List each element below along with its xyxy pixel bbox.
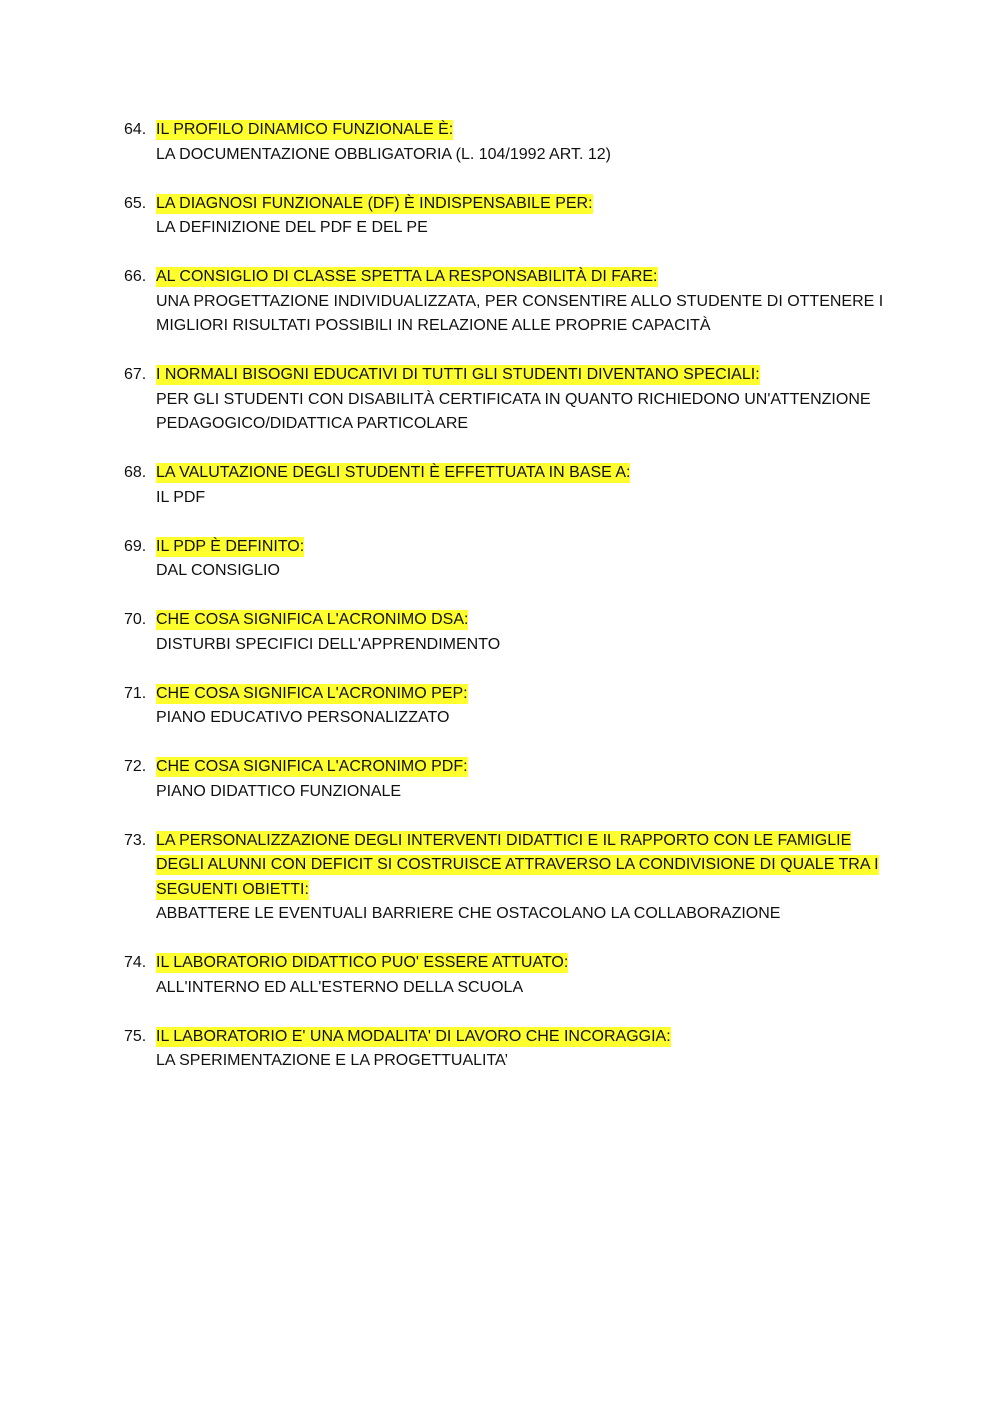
qa-item-66 bbox=[124, 265, 884, 339]
question-number: 66. bbox=[124, 268, 147, 285]
qa-item-71 bbox=[124, 682, 884, 731]
answer-text: ABBATTERE LE EVENTUALI BARRIERE CHE OSTACOLANO LA COLLABORAZIONE bbox=[156, 905, 781, 922]
qa-body bbox=[156, 1025, 884, 1074]
question-number: 67. bbox=[124, 366, 147, 383]
qa-body bbox=[156, 461, 884, 510]
question-number: 73. bbox=[124, 831, 147, 849]
highlighted-question: IL PROFILO DINAMICO FUNZIONALE È: bbox=[156, 121, 454, 138]
answer-text: PER GLI STUDENTI CON DISABILITÀ CERTIFICATA IN QUANTO RICHIEDONO UN'ATTENZIONE PEDAGOGICO/DIDATTICA PARTICOLARE bbox=[156, 390, 871, 432]
answer-text: PIANO EDUCATIVO PERSONALIZZATO bbox=[156, 709, 450, 726]
qa-body bbox=[156, 535, 884, 584]
answer-text: ALL'INTERNO ED ALL'ESTERNO DELLA SCUOLA bbox=[156, 978, 524, 996]
answer-text: UNA PROGETTAZIONE INDIVIDUALIZZATA, PER CONSENTIRE ALLO STUDENTE DI OTTENERE I MIGLIORI RISULTATI POSSIBILI IN RELAZIONE ALLE PROPRIE CAPACITÀ bbox=[156, 292, 884, 334]
qa-body bbox=[156, 118, 884, 167]
qa-body bbox=[156, 265, 884, 339]
question-number: 74. bbox=[124, 954, 147, 971]
answer-text: DISTURBI SPECIFICI DELL'APPRENDIMENTO bbox=[156, 635, 501, 653]
highlighted-question: CHE COSA SIGNIFICA L'ACRONIMO PDF: bbox=[156, 758, 468, 775]
highlighted-question: IL LABORATORIO DIDATTICO PUO' ESSERE ATTUATO: bbox=[156, 954, 569, 971]
answer-text: LA DOCUMENTAZIONE OBBLIGATORIA (L. 104/1992 ART. 12) bbox=[156, 145, 611, 163]
qa-item-64 bbox=[124, 118, 884, 167]
question-number: 71. bbox=[124, 684, 147, 702]
answer-text: DAL CONSIGLIO bbox=[156, 562, 280, 579]
highlighted-question: LA PERSONALIZZAZIONE DEGLI INTERVENTI DIDATTICI E IL RAPPORTO CON LE FAMIGLIE DEGLI ALUNNI CON DEFICIT SI COSTRUISCE ATTRAVERSO LA CONDIVISIONE DI QUALE TRA I SEGUENTI OBIETTI: bbox=[156, 831, 879, 898]
question-number: 72. bbox=[124, 758, 147, 775]
qa-item-67 bbox=[124, 363, 884, 437]
qa-body bbox=[156, 192, 884, 241]
highlighted-question: AL CONSIGLIO DI CLASSE SPETTA LA RESPONSABILITÀ DI FARE: bbox=[156, 268, 658, 285]
highlighted-question: I NORMALI BISOGNI EDUCATIVI DI TUTTI GLI STUDENTI DIVENTANO SPECIALI: bbox=[156, 366, 760, 383]
answer-text: LA DEFINIZIONE DEL PDF E DEL PE bbox=[156, 219, 428, 236]
answer-text: LA SPERIMENTAZIONE E LA PROGETTUALITA’ bbox=[156, 1052, 509, 1069]
question-answer-list bbox=[124, 118, 884, 1098]
qa-item-69 bbox=[124, 535, 884, 584]
highlighted-question: LA VALUTAZIONE DEGLI STUDENTI È EFFETTUATA IN BASE A: bbox=[156, 464, 631, 481]
answer-text: IL PDF bbox=[156, 488, 206, 506]
qa-body bbox=[156, 608, 884, 657]
question-number: 64. bbox=[124, 121, 147, 138]
qa-item-74 bbox=[124, 951, 884, 1000]
qa-item-72 bbox=[124, 755, 884, 804]
question-number: 75. bbox=[124, 1027, 147, 1045]
question-number: 70. bbox=[124, 611, 147, 628]
qa-item-73 bbox=[124, 829, 884, 927]
qa-item-65 bbox=[124, 192, 884, 241]
qa-body bbox=[156, 363, 884, 437]
answer-text: PIANO DIDATTICO FUNZIONALE bbox=[156, 782, 402, 800]
highlighted-question: IL LABORATORIO E' UNA MODALITA' DI LAVORO CHE INCORAGGIA: bbox=[156, 1027, 671, 1045]
question-number: 69. bbox=[124, 537, 147, 555]
question-number: 68. bbox=[124, 464, 147, 481]
qa-item-75 bbox=[124, 1025, 884, 1074]
qa-body bbox=[156, 951, 884, 1000]
highlighted-question: CHE COSA SIGNIFICA L'ACRONIMO DSA: bbox=[156, 611, 469, 628]
qa-item-70 bbox=[124, 608, 884, 657]
highlighted-question: IL PDP È DEFINITO: bbox=[156, 537, 305, 555]
qa-item-68 bbox=[124, 461, 884, 510]
highlighted-question: CHE COSA SIGNIFICA L'ACRONIMO PEP: bbox=[156, 684, 468, 702]
qa-body bbox=[156, 755, 884, 804]
question-number: 65. bbox=[124, 194, 147, 212]
qa-body bbox=[156, 682, 884, 731]
highlighted-question: LA DIAGNOSI FUNZIONALE (DF) È INDISPENSABILE PER: bbox=[156, 194, 593, 212]
qa-body bbox=[156, 829, 884, 927]
